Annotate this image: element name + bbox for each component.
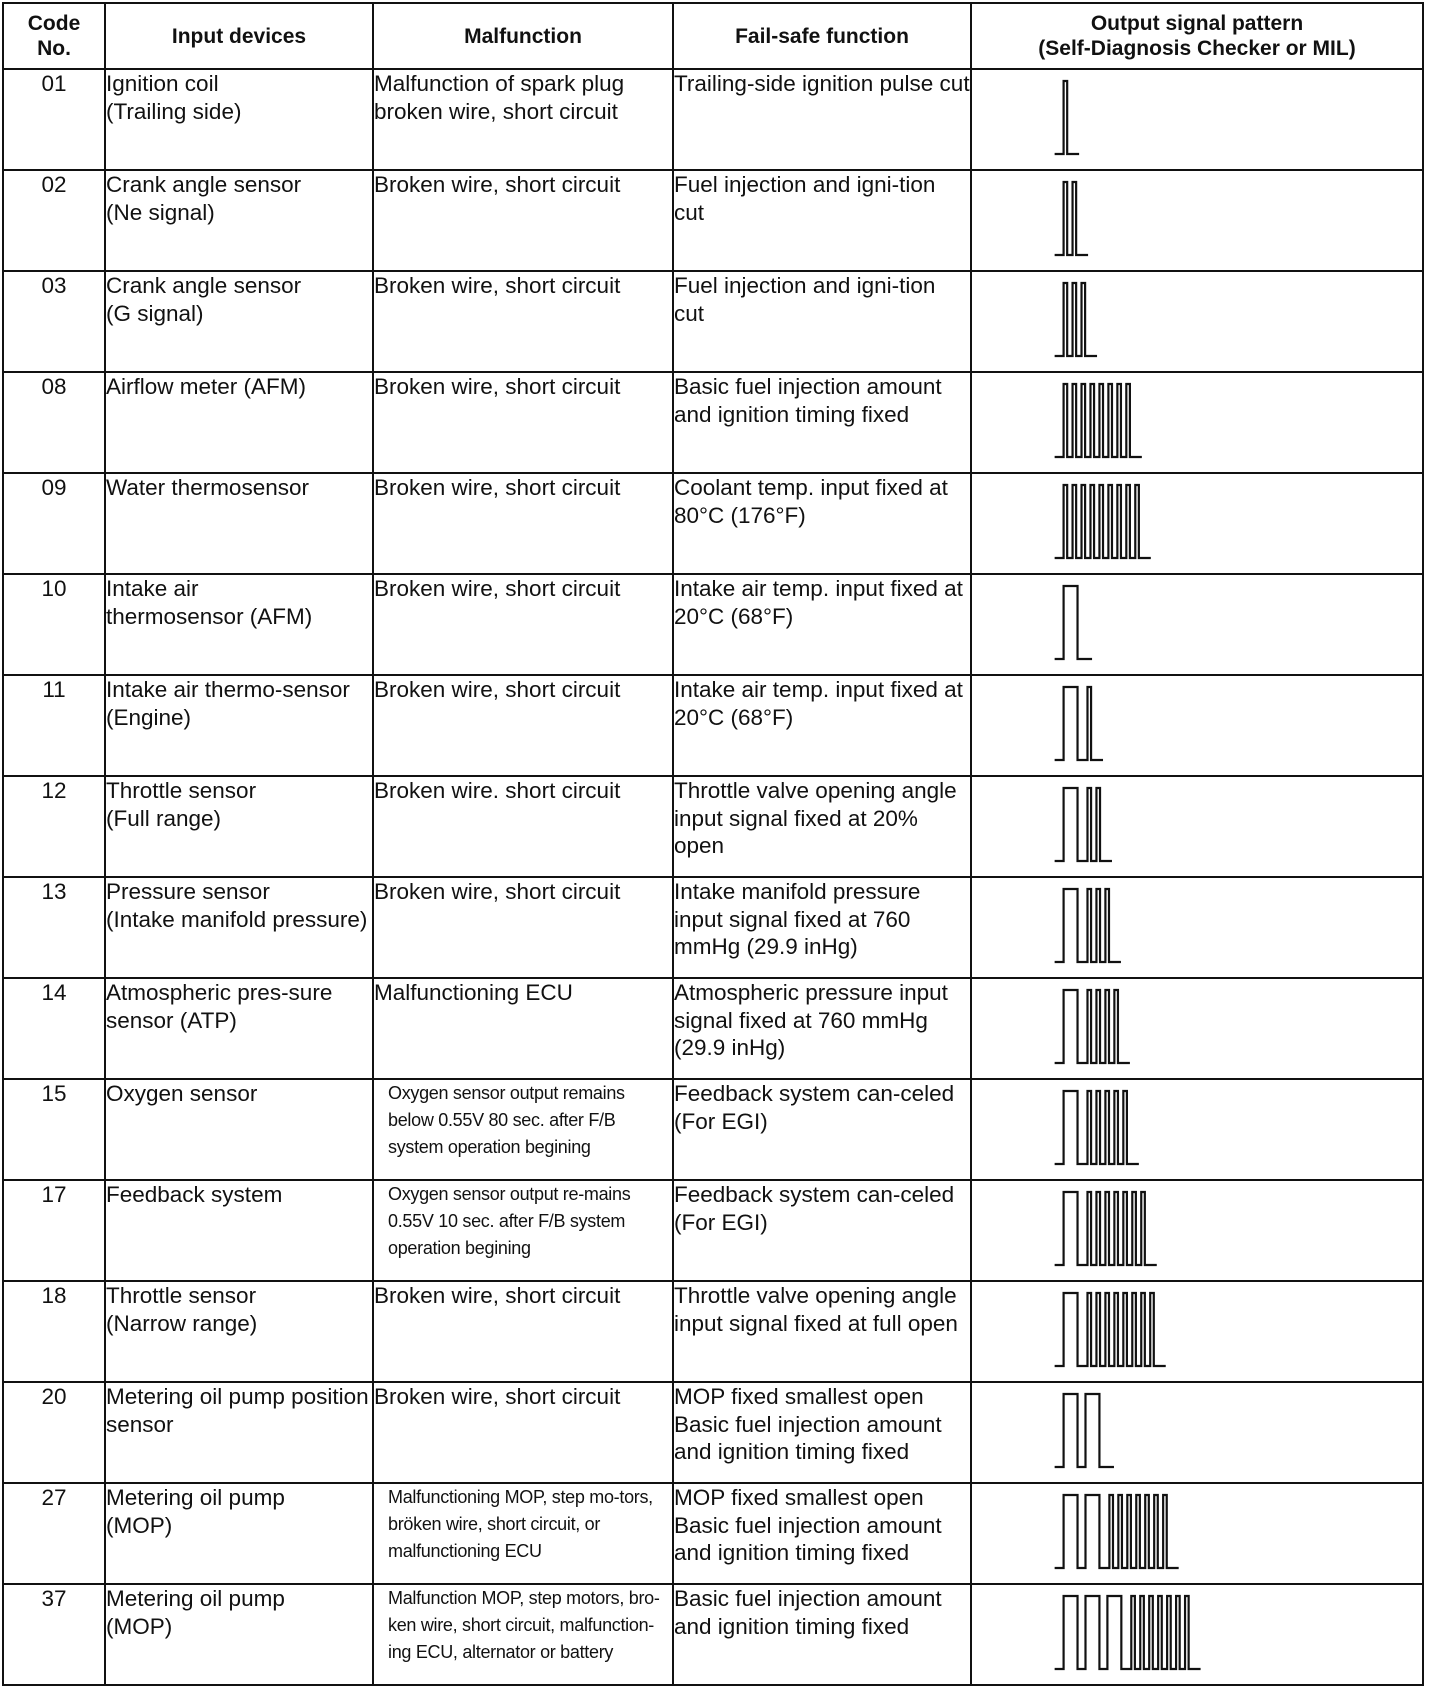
code-cell: 11 [3, 675, 105, 776]
signal-pattern-10 [972, 575, 1422, 674]
code-cell: 12 [3, 776, 105, 877]
table-row [3, 1584, 1423, 1685]
signal-waveform [1055, 1596, 1201, 1669]
malfunction-cell: Oxygen sensor output remains below 0.55V 80 sec. after F/B system operation begining [373, 1079, 673, 1180]
fail-safe-cell: Feedback system can-celed (For EGI) [673, 1180, 971, 1281]
input-device-cell: Atmospheric pres-sure sensor (ATP) [105, 978, 373, 1079]
output-signal-cell [971, 1281, 1423, 1382]
input-device-cell: Crank angle sensor (G signal) [105, 271, 373, 372]
malfunction-cell: Malfunctioning MOP, step mo-tors, bröken wire, short circuit, or malfunctioning ECU [373, 1483, 673, 1584]
header-code: Code No. [3, 3, 105, 69]
code-cell: 13 [3, 877, 105, 978]
code-cell: 02 [3, 170, 105, 271]
signal-pattern-01 [972, 70, 1422, 169]
header-malfunction: Malfunction [373, 3, 673, 69]
table-row [3, 978, 1423, 1079]
table-row [3, 372, 1423, 473]
code-cell: 10 [3, 574, 105, 675]
output-signal-cell [971, 978, 1423, 1079]
signal-waveform [1055, 889, 1121, 962]
signal-pattern-14 [972, 979, 1422, 1078]
signal-pattern-17 [972, 1181, 1422, 1280]
fail-safe-cell: Fuel injection and igni-tion cut [673, 170, 971, 271]
code-cell: 09 [3, 473, 105, 574]
code-cell: 14 [3, 978, 105, 1079]
output-signal-cell [971, 1483, 1423, 1584]
input-device-cell: Airflow meter (AFM) [105, 372, 373, 473]
signal-waveform [1055, 1192, 1157, 1265]
input-device-cell: Oxygen sensor [105, 1079, 373, 1180]
fail-safe-cell: Throttle valve opening angle input signal fixed at 20% open [673, 776, 971, 877]
signal-waveform [1055, 586, 1092, 659]
input-device-cell: Throttle sensor (Full range) [105, 776, 373, 877]
table-header-row [3, 3, 1423, 69]
input-device-cell: Metering oil pump (MOP) [105, 1483, 373, 1584]
malfunction-cell: Broken wire, short circuit [373, 473, 673, 574]
table-row [3, 776, 1423, 877]
input-device-cell: Pressure sensor (Intake manifold pressure) [105, 877, 373, 978]
table-row [3, 574, 1423, 675]
table-row [3, 69, 1423, 170]
table-row [3, 170, 1423, 271]
fail-safe-cell: Trailing-side ignition pulse cut [673, 69, 971, 170]
table-row [3, 1281, 1423, 1382]
malfunction-cell: Broken wire, short circuit [373, 170, 673, 271]
input-device-cell: Ignition coil (Trailing side) [105, 69, 373, 170]
malfunction-cell: Broken wire, short circuit [373, 877, 673, 978]
code-cell: 37 [3, 1584, 105, 1685]
signal-pattern-03 [972, 272, 1422, 371]
malfunction-cell: Malfunctioning ECU [373, 978, 673, 1079]
code-cell: 17 [3, 1180, 105, 1281]
output-signal-cell [971, 776, 1423, 877]
output-signal-cell [971, 473, 1423, 574]
input-device-cell: Intake air thermo-sensor (Engine) [105, 675, 373, 776]
fail-safe-cell: Feedback system can-celed (For EGI) [673, 1079, 971, 1180]
fail-safe-cell: Intake air temp. input fixed at 20°C (68°F) [673, 675, 971, 776]
output-signal-cell [971, 170, 1423, 271]
signal-pattern-20 [972, 1383, 1422, 1482]
code-cell: 27 [3, 1483, 105, 1584]
output-signal-cell [971, 877, 1423, 978]
signal-waveform [1055, 687, 1103, 760]
header-output-signal: Output signal pattern (Self-Diagnosis Checker or MIL) [971, 3, 1423, 69]
signal-waveform [1055, 1293, 1166, 1366]
fail-safe-cell: MOP fixed smallest open Basic fuel injection amount and ignition timing fixed [673, 1483, 971, 1584]
output-signal-cell [971, 372, 1423, 473]
code-cell: 01 [3, 69, 105, 170]
malfunction-cell: Malfunction MOP, step motors, bro-ken wire, short circuit, malfunction-ing ECU, alternator or battery [373, 1584, 673, 1685]
table-row [3, 473, 1423, 574]
signal-pattern-37 [972, 1585, 1422, 1684]
input-device-cell: Intake air thermosensor (AFM) [105, 574, 373, 675]
table-row [3, 271, 1423, 372]
signal-waveform [1055, 990, 1130, 1063]
malfunction-cell: Broken wire, short circuit [373, 271, 673, 372]
fail-safe-cell: Atmospheric pressure input signal fixed at 760 mmHg (29.9 inHg) [673, 978, 971, 1079]
signal-waveform [1055, 81, 1079, 154]
table-row [3, 1079, 1423, 1180]
signal-pattern-13 [972, 878, 1422, 977]
fail-safe-cell: Basic fuel injection amount and ignition timing fixed [673, 1584, 971, 1685]
signal-pattern-12 [972, 777, 1422, 876]
malfunction-cell: Broken wire, short circuit [373, 675, 673, 776]
diagnosis-code-table [2, 2, 1424, 1686]
signal-pattern-11 [972, 676, 1422, 775]
signal-pattern-15 [972, 1080, 1422, 1179]
malfunction-cell: Broken wire. short circuit [373, 776, 673, 877]
signal-waveform [1055, 1495, 1179, 1568]
fail-safe-cell: Fuel injection and igni-tion cut [673, 271, 971, 372]
code-cell: 03 [3, 271, 105, 372]
signal-waveform [1055, 384, 1142, 457]
header-input-devices: Input devices [105, 3, 373, 69]
output-signal-cell [971, 1584, 1423, 1685]
fail-safe-cell: Basic fuel injection amount and ignition timing fixed [673, 372, 971, 473]
signal-waveform [1055, 788, 1112, 861]
signal-pattern-08 [972, 373, 1422, 472]
table-row [3, 1180, 1423, 1281]
table-row [3, 1483, 1423, 1584]
output-signal-cell [971, 1180, 1423, 1281]
output-signal-cell [971, 1382, 1423, 1483]
code-cell: 15 [3, 1079, 105, 1180]
output-signal-cell [971, 675, 1423, 776]
input-device-cell: Crank angle sensor (Ne signal) [105, 170, 373, 271]
table-row [3, 1382, 1423, 1483]
malfunction-cell: Oxygen sensor output re-mains 0.55V 10 sec. after F/B system operation begining [373, 1180, 673, 1281]
fail-safe-cell: Intake air temp. input fixed at 20°C (68°F) [673, 574, 971, 675]
output-signal-cell [971, 69, 1423, 170]
code-cell: 08 [3, 372, 105, 473]
fail-safe-cell: Intake manifold pressure input signal fixed at 760 mmHg (29.9 inHg) [673, 877, 971, 978]
signal-waveform [1055, 485, 1151, 558]
signal-pattern-18 [972, 1282, 1422, 1381]
input-device-cell: Throttle sensor (Narrow range) [105, 1281, 373, 1382]
signal-waveform [1055, 283, 1097, 356]
malfunction-cell: Broken wire, short circuit [373, 1281, 673, 1382]
code-cell: 18 [3, 1281, 105, 1382]
table-row [3, 877, 1423, 978]
table-row [3, 675, 1423, 776]
input-device-cell: Feedback system [105, 1180, 373, 1281]
output-signal-cell [971, 1079, 1423, 1180]
input-device-cell: Metering oil pump position sensor [105, 1382, 373, 1483]
input-device-cell: Metering oil pump (MOP) [105, 1584, 373, 1685]
header-fail-safe: Fail-safe function [673, 3, 971, 69]
malfunction-cell: Broken wire, short circuit [373, 574, 673, 675]
signal-waveform [1055, 1091, 1139, 1164]
malfunction-cell: Broken wire, short circuit [373, 1382, 673, 1483]
output-signal-cell [971, 271, 1423, 372]
input-device-cell: Water thermosensor [105, 473, 373, 574]
signal-pattern-02 [972, 171, 1422, 270]
signal-waveform [1055, 1394, 1114, 1467]
signal-waveform [1055, 182, 1088, 255]
malfunction-cell: Broken wire, short circuit [373, 372, 673, 473]
signal-pattern-27 [972, 1484, 1422, 1583]
fail-safe-cell: Throttle valve opening angle input signal fixed at full open [673, 1281, 971, 1382]
fail-safe-cell: Coolant temp. input fixed at 80°C (176°F) [673, 473, 971, 574]
fail-safe-cell: MOP fixed smallest open Basic fuel injection amount and ignition timing fixed [673, 1382, 971, 1483]
signal-pattern-09 [972, 474, 1422, 573]
output-signal-cell [971, 574, 1423, 675]
code-cell: 20 [3, 1382, 105, 1483]
malfunction-cell: Malfunction of spark plug broken wire, short circuit [373, 69, 673, 170]
